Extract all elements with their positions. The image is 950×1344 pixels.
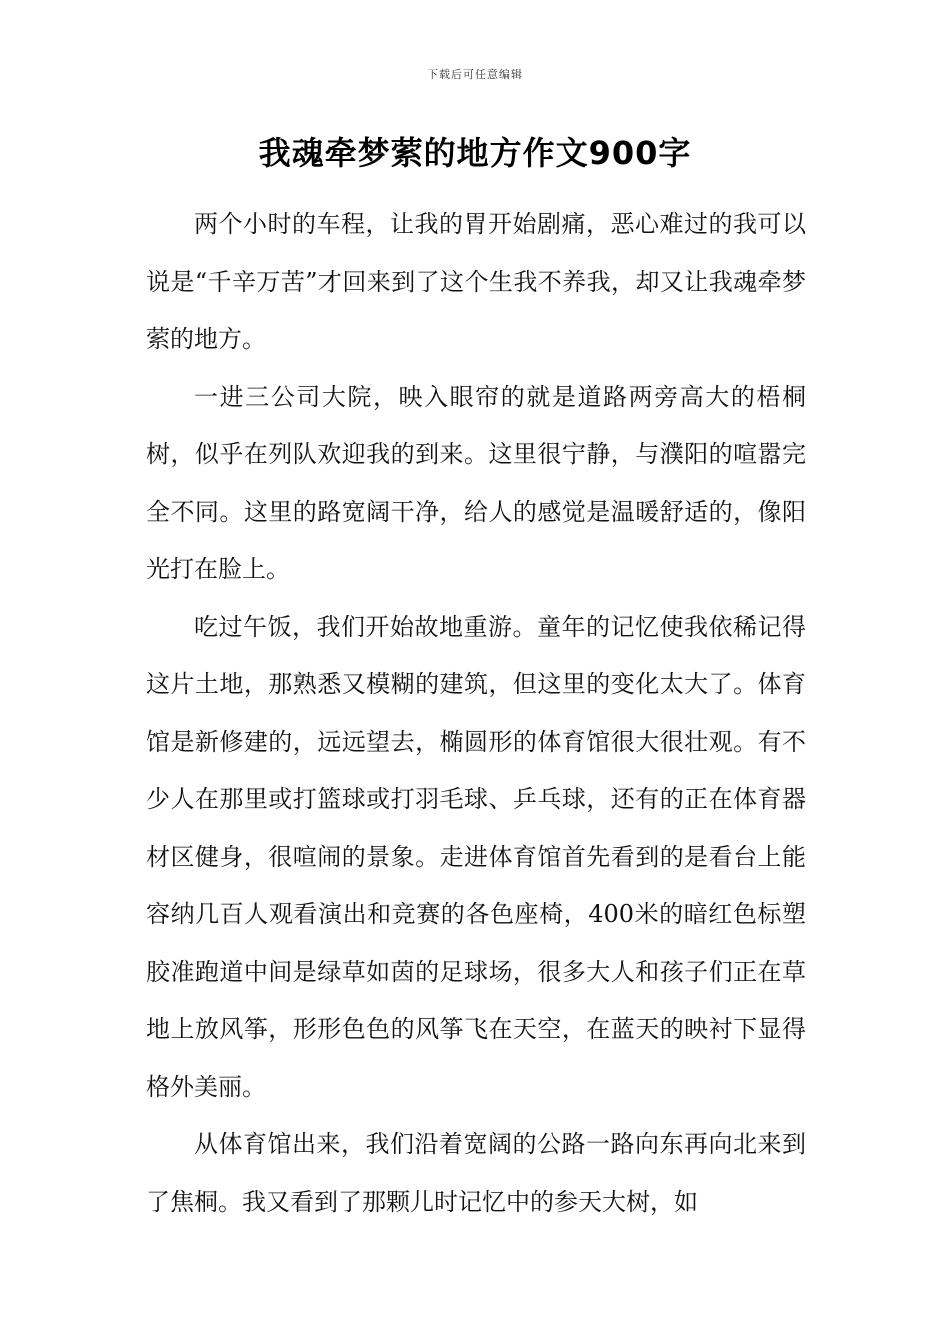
paragraph: 从体育馆出来，我们沿着宽阔的公路一路向东再向北来到了焦桐。我又看到了那颗儿时记忆中的参天大树，如 — [146, 1130, 806, 1216]
header-note: 下载后可任意编辑 — [427, 68, 523, 81]
document-body — [146, 196, 806, 1231]
paragraph: 两个小时的车程，让我的胃开始剧痛，恶心难过的我可以说是“千辛万苦”才回来到了这个生我不养我，却又让我魂牵梦萦的地方。 — [146, 210, 806, 353]
document-title: 我魂牵梦萦的地方作文900字 — [258, 134, 692, 172]
paragraph: 吃过午饭，我们开始故地重游。童年的记忆使我依稀记得这片土地，那熟悉又模糊的建筑，但这里的变化太大了。体育馆是新修建的，远远望去，椭圆形的体育馆很大很壮观。有不少人在那里或打篮球或打羽毛球、乒乓球，还有的正在体育器材区健身，很喧闹的景象。走进体育馆首先看到的是看台上能容纳几百人观看演出和竞赛的各色座椅，400米的暗红色标塑胶准跑道中间是绿草如茵的足球场，很多大人和孩子们正在草地上放风筝，形形色色的风筝飞在天空，在蓝天的映衬下显得格外美丽。 — [146, 612, 806, 1101]
paragraph: 一进三公司大院，映入眼帘的就是道路两旁高大的梧桐树，似乎在列队欢迎我的到来。这里很宁静，与濮阳的喧嚣完全不同。这里的路宽阔干净，给人的感觉是温暖舒适的，像阳光打在脸上。 — [146, 382, 806, 583]
